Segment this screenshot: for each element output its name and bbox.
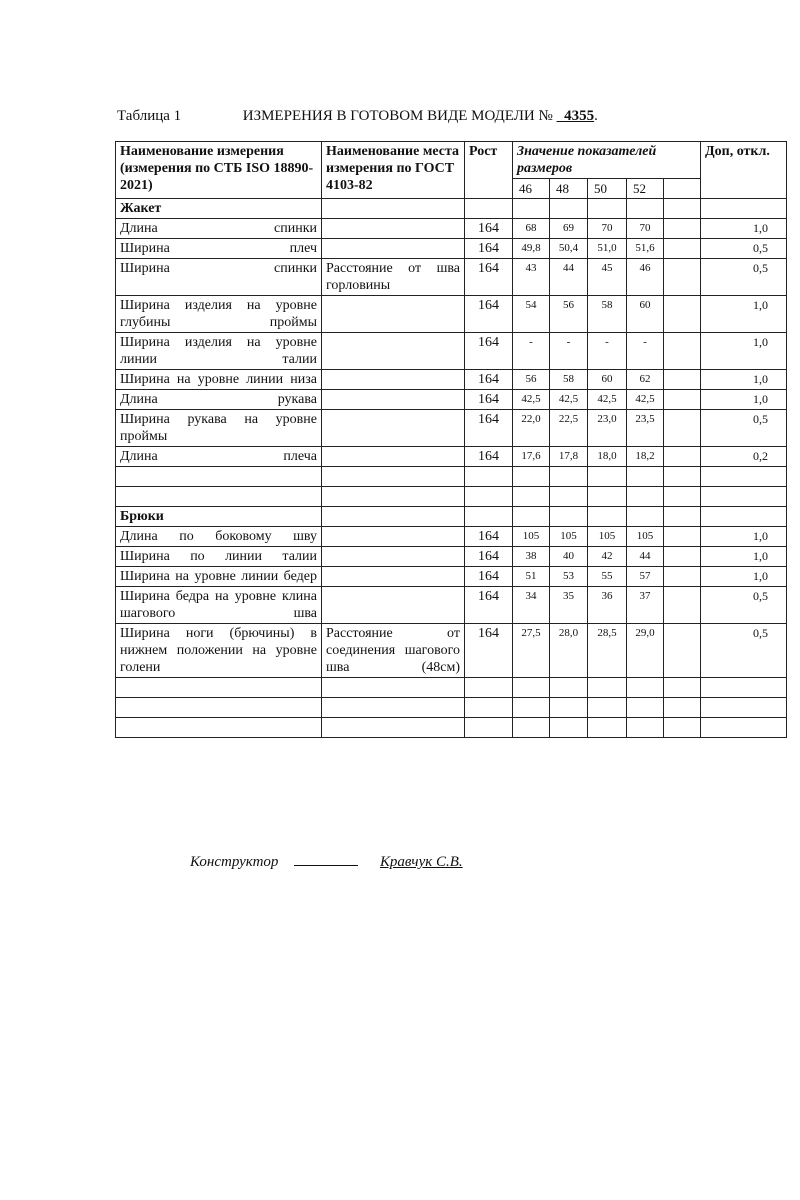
table-row (116, 239, 787, 259)
empty-row (116, 698, 787, 718)
measurement-place (322, 296, 465, 333)
measurement-name: Длина плеча (116, 447, 322, 467)
empty-cell (465, 487, 513, 507)
section-title: Жакет (116, 199, 322, 219)
height-value: 164 (465, 259, 513, 296)
empty-cell (701, 698, 787, 718)
empty-cell (627, 698, 664, 718)
measurement-name: Ширина изделия на уровне линии талии (116, 333, 322, 370)
signature-name: Кравчук С.В. (379, 854, 463, 870)
size-value: 43 (513, 259, 550, 296)
empty-row (116, 718, 787, 738)
height-value: 164 (465, 410, 513, 447)
size-value: 42,5 (513, 390, 550, 410)
signature-block (190, 853, 463, 871)
empty-cell (465, 678, 513, 698)
empty-cell (664, 447, 701, 467)
size-value: 42,5 (627, 390, 664, 410)
empty-cell (664, 333, 701, 370)
table-row (116, 624, 787, 678)
empty-cell (322, 718, 465, 738)
empty-cell (550, 487, 588, 507)
empty-cell (588, 507, 627, 527)
size-value: 54 (513, 296, 550, 333)
size-empty (664, 179, 701, 199)
header-measurement-name: Наименование измерения (измерения по СТБ ISO 18890-2021) (116, 142, 322, 199)
empty-cell (701, 718, 787, 738)
table-caption (117, 108, 598, 125)
caption-label: Таблица 1 (117, 108, 182, 124)
header-height: Рост (465, 142, 513, 199)
size-value: 22,5 (550, 410, 588, 447)
empty-cell (664, 410, 701, 447)
table-row (116, 527, 787, 547)
measurement-name: Ширина ноги (брючины) в нижнем положении на уровне голени (116, 624, 322, 678)
empty-cell (116, 487, 322, 507)
empty-row (116, 487, 787, 507)
size-value: 42 (588, 547, 627, 567)
table-row (116, 296, 787, 333)
measurement-name: Ширина спинки (116, 259, 322, 296)
tolerance-value: 0,5 (701, 410, 787, 447)
measurement-place (322, 333, 465, 370)
size-value: 56 (513, 370, 550, 390)
height-value: 164 (465, 333, 513, 370)
tolerance-value: 1,0 (701, 547, 787, 567)
empty-cell (513, 698, 550, 718)
size-value: 53 (550, 567, 588, 587)
measurement-name: Ширина на уровне линии низа (116, 370, 322, 390)
height-value: 164 (465, 219, 513, 239)
size-value: 51 (513, 567, 550, 587)
size-value: 18,2 (627, 447, 664, 467)
header-tolerance: Доп, откл. (701, 142, 787, 199)
height-value: 164 (465, 567, 513, 587)
size-value: 70 (588, 219, 627, 239)
empty-cell (664, 487, 701, 507)
empty-cell (664, 718, 701, 738)
size-value: 50,4 (550, 239, 588, 259)
size-value: 57 (627, 567, 664, 587)
model-number: 4355 (564, 108, 595, 124)
height-value: 164 (465, 527, 513, 547)
size-value: 105 (550, 527, 588, 547)
empty-cell (664, 507, 701, 527)
height-value: 164 (465, 547, 513, 567)
size-value: 38 (513, 547, 550, 567)
size-50: 50 (588, 179, 627, 199)
empty-cell (322, 678, 465, 698)
empty-row (116, 678, 787, 698)
size-value: 62 (627, 370, 664, 390)
size-value: 40 (550, 547, 588, 567)
empty-row (116, 467, 787, 487)
empty-cell (513, 678, 550, 698)
header-row (116, 142, 787, 179)
empty-cell (550, 507, 588, 527)
measurement-place (322, 447, 465, 467)
empty-cell (513, 487, 550, 507)
empty-cell (664, 467, 701, 487)
size-48: 48 (550, 179, 588, 199)
tolerance-value: 1,0 (701, 527, 787, 547)
empty-cell (550, 718, 588, 738)
caption-title: ИЗМЕРЕНИЯ В ГОТОВОМ ВИДЕ МОДЕЛИ № (242, 108, 553, 124)
table-row (116, 587, 787, 624)
empty-cell (664, 624, 701, 678)
section-row (116, 507, 787, 527)
size-value: 58 (550, 370, 588, 390)
empty-cell (664, 527, 701, 547)
empty-cell (116, 698, 322, 718)
size-value: 69 (550, 219, 588, 239)
size-value: 55 (588, 567, 627, 587)
size-value: 51,6 (627, 239, 664, 259)
header-measurement-place: Наименование места измерения по ГОСТ 4103-82 (322, 142, 465, 199)
empty-cell (513, 199, 550, 219)
empty-cell (664, 370, 701, 390)
empty-cell (588, 467, 627, 487)
size-value: 18,0 (588, 447, 627, 467)
empty-cell (465, 199, 513, 219)
measurement-name: Длина спинки (116, 219, 322, 239)
size-value: 44 (550, 259, 588, 296)
empty-cell (513, 467, 550, 487)
tolerance-value: 0,5 (701, 259, 787, 296)
measurement-name: Длина по боковому шву (116, 527, 322, 547)
size-value: 58 (588, 296, 627, 333)
size-value: 17,8 (550, 447, 588, 467)
empty-cell (701, 678, 787, 698)
size-value: - (513, 333, 550, 370)
size-value: 37 (627, 587, 664, 624)
empty-cell (664, 219, 701, 239)
measurement-name: Ширина бедра на уровне клина шагового шва (116, 587, 322, 624)
size-value: 28,0 (550, 624, 588, 678)
empty-cell (465, 467, 513, 487)
size-value: 23,0 (588, 410, 627, 447)
empty-cell (588, 487, 627, 507)
measurement-place (322, 219, 465, 239)
empty-cell (465, 698, 513, 718)
empty-cell (627, 487, 664, 507)
empty-cell (664, 567, 701, 587)
height-value: 164 (465, 390, 513, 410)
size-value: 23,5 (627, 410, 664, 447)
caption-period: . (594, 108, 598, 124)
size-value: 29,0 (627, 624, 664, 678)
table-row (116, 370, 787, 390)
measurement-name: Ширина изделия на уровне глубины проймы (116, 296, 322, 333)
measurement-place (322, 239, 465, 259)
measurement-place (322, 410, 465, 447)
empty-cell (322, 199, 465, 219)
measurement-name: Длина рукава (116, 390, 322, 410)
empty-cell (701, 467, 787, 487)
measurement-name: Ширина по линии талии (116, 547, 322, 567)
section-row (116, 199, 787, 219)
empty-cell (116, 718, 322, 738)
size-value: 17,6 (513, 447, 550, 467)
measurement-place (322, 370, 465, 390)
measurement-place (322, 390, 465, 410)
size-value: 28,5 (588, 624, 627, 678)
size-52: 52 (627, 179, 664, 199)
size-value: 68 (513, 219, 550, 239)
empty-cell (664, 390, 701, 410)
empty-cell (664, 587, 701, 624)
size-value: 56 (550, 296, 588, 333)
tolerance-value: 0,5 (701, 239, 787, 259)
table-row (116, 259, 787, 296)
empty-cell (664, 296, 701, 333)
size-value: 44 (627, 547, 664, 567)
empty-cell (588, 698, 627, 718)
tolerance-value: 1,0 (701, 219, 787, 239)
empty-cell (322, 507, 465, 527)
height-value: 164 (465, 370, 513, 390)
tolerance-value: 0,5 (701, 624, 787, 678)
empty-cell (513, 507, 550, 527)
empty-cell (588, 199, 627, 219)
tolerance-value: 1,0 (701, 567, 787, 587)
size-value: 45 (588, 259, 627, 296)
empty-cell (550, 678, 588, 698)
table-row (116, 447, 787, 467)
size-46: 46 (513, 179, 550, 199)
tolerance-value: 1,0 (701, 296, 787, 333)
empty-cell (550, 698, 588, 718)
empty-cell (627, 718, 664, 738)
empty-cell (664, 678, 701, 698)
empty-cell (465, 718, 513, 738)
tolerance-value: 1,0 (701, 333, 787, 370)
tolerance-value: 1,0 (701, 370, 787, 390)
empty-cell (627, 678, 664, 698)
tolerance-value: 1,0 (701, 390, 787, 410)
measurement-place (322, 587, 465, 624)
size-value: 35 (550, 587, 588, 624)
measurement-name: Ширина рукава на уровне проймы (116, 410, 322, 447)
height-value: 164 (465, 447, 513, 467)
size-value: 105 (513, 527, 550, 547)
empty-cell (627, 507, 664, 527)
measurement-table (115, 141, 787, 738)
empty-cell (627, 467, 664, 487)
empty-cell (322, 698, 465, 718)
empty-cell (627, 199, 664, 219)
measurement-name: Ширина на уровне линии бедер (116, 567, 322, 587)
size-value: 46 (627, 259, 664, 296)
empty-cell (664, 239, 701, 259)
empty-cell (116, 678, 322, 698)
measurement-place (322, 547, 465, 567)
size-value: 27,5 (513, 624, 550, 678)
empty-cell (664, 698, 701, 718)
size-value: - (550, 333, 588, 370)
empty-cell (322, 487, 465, 507)
measurement-place (322, 527, 465, 547)
table-row (116, 547, 787, 567)
empty-cell (701, 507, 787, 527)
table-body (116, 199, 787, 738)
size-value: 42,5 (550, 390, 588, 410)
empty-cell (550, 199, 588, 219)
measurement-place (322, 567, 465, 587)
empty-cell (664, 259, 701, 296)
header-values: Значение показателей размеров (513, 142, 701, 179)
size-value: 105 (588, 527, 627, 547)
measurement-place: Расстояние от соединения шагового шва (48см) (322, 624, 465, 678)
height-value: 164 (465, 587, 513, 624)
measurement-name: Ширина плеч (116, 239, 322, 259)
size-value: 49,8 (513, 239, 550, 259)
measurement-place: Расстояние от шва горловины (322, 259, 465, 296)
empty-cell (664, 547, 701, 567)
empty-cell (550, 467, 588, 487)
empty-cell (664, 199, 701, 219)
signature-role: Конструктор (190, 854, 279, 870)
tolerance-value: 0,5 (701, 587, 787, 624)
size-value: - (627, 333, 664, 370)
size-value: 51,0 (588, 239, 627, 259)
empty-cell (322, 467, 465, 487)
signature-line (294, 853, 358, 866)
size-value: 105 (627, 527, 664, 547)
table-row (116, 219, 787, 239)
empty-cell (513, 718, 550, 738)
size-value: 34 (513, 587, 550, 624)
empty-cell (116, 467, 322, 487)
size-value: 60 (627, 296, 664, 333)
empty-cell (465, 507, 513, 527)
size-value: 22,0 (513, 410, 550, 447)
table-row (116, 567, 787, 587)
size-value: 36 (588, 587, 627, 624)
height-value: 164 (465, 239, 513, 259)
table-row (116, 410, 787, 447)
empty-cell (701, 199, 787, 219)
section-title: Брюки (116, 507, 322, 527)
height-value: 164 (465, 624, 513, 678)
empty-cell (588, 678, 627, 698)
empty-cell (701, 487, 787, 507)
table-row (116, 333, 787, 370)
table-row (116, 390, 787, 410)
size-value: 60 (588, 370, 627, 390)
size-value: 70 (627, 219, 664, 239)
size-value: - (588, 333, 627, 370)
empty-cell (588, 718, 627, 738)
height-value: 164 (465, 296, 513, 333)
tolerance-value: 0,2 (701, 447, 787, 467)
size-value: 42,5 (588, 390, 627, 410)
